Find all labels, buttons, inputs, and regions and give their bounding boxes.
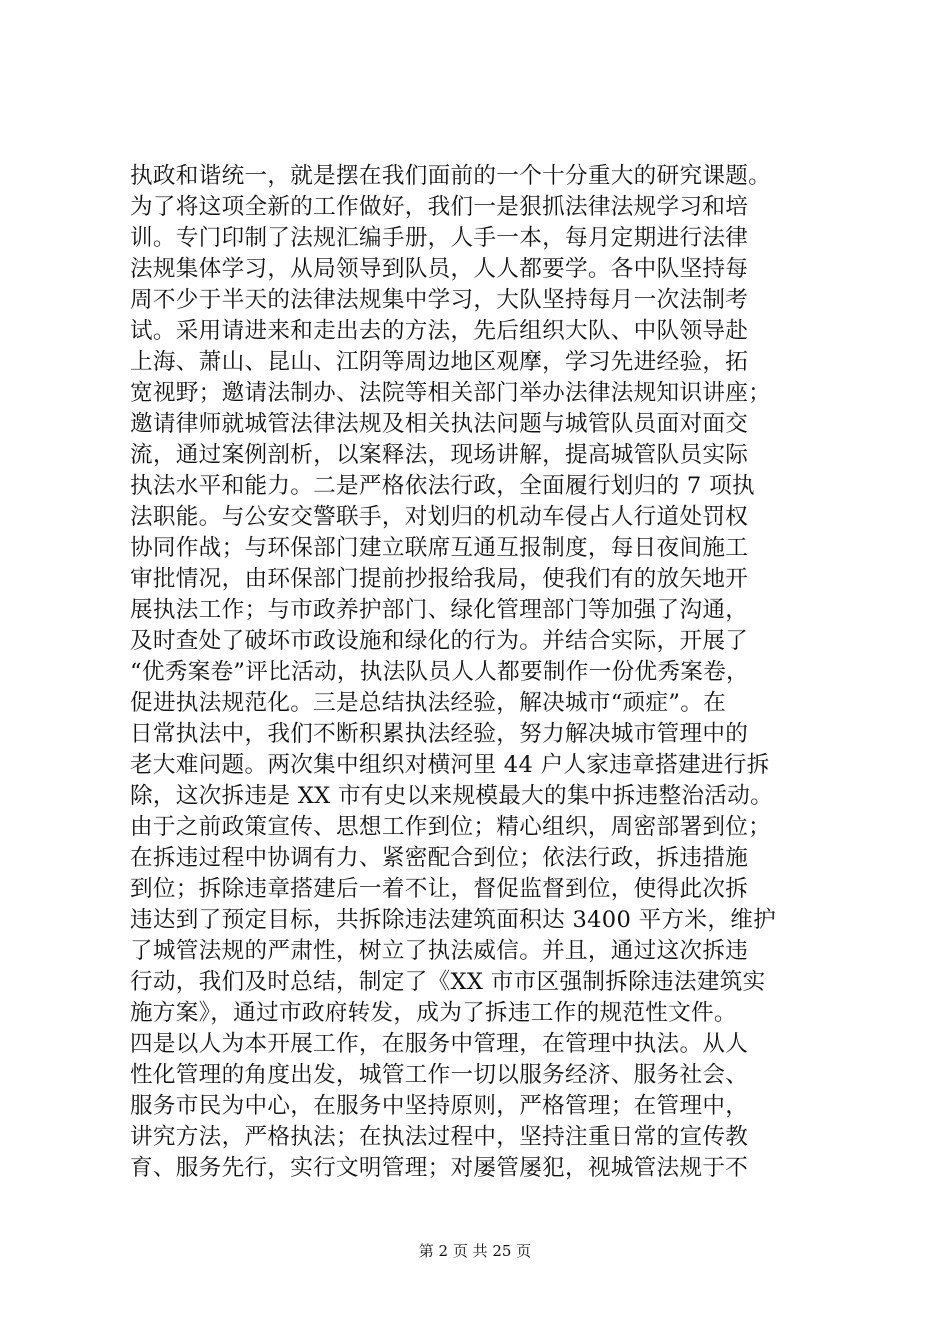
text-line: 协同作战；与环保部门建立联席互通互报制度，每日夜间施工: [130, 535, 749, 561]
text-line: 审批情况，由环保部门提前抄报给我局，使我们有的放矢地开: [130, 566, 749, 592]
text-line: 了城管法规的严肃性，树立了执法威信。并且，通过这次拆违: [130, 938, 749, 964]
text-line: 宽视野；邀请法制办、法院等相关部门举办法律法规知识讲座；: [130, 380, 772, 406]
text-line: 违达到了预定目标，共拆除违法建筑面积达 3400 平方米，维护: [130, 907, 777, 933]
text-line: 日常执法中，我们不断积累执法经验，努力解决城市管理中的: [130, 721, 749, 747]
page-number-footer: 第 2 页 共 25 页: [418, 1242, 532, 1260]
text-line: 流，通过案例剖析，以案释法，现场讲解，提高城管队员实际: [130, 442, 749, 468]
text-line: 上海、萧山、昆山、江阴等周边地区观摩，学习先进经验，拓: [130, 349, 749, 375]
text-line: 执政和谐统一，就是摆在我们面前的一个十分重大的研究课题。: [130, 163, 772, 189]
text-line: 服务市民为中心，在服务中坚持原则，严格管理；在管理中，: [130, 1093, 749, 1119]
text-line: 到位；拆除违章搭建后一着不让，督促监督到位，使得此次拆: [130, 876, 749, 902]
text-line: 由于之前政策宣传、思想工作到位；精心组织，周密部署到位；: [130, 814, 772, 840]
text-line: 训。专门印制了法规汇编手册，人手一本，每月定期进行法律: [130, 225, 749, 251]
text-line: “优秀案卷”评比活动，执法队员人人都要制作一份优秀案卷，: [130, 659, 749, 685]
body-text: [130, 161, 830, 1184]
text-line: 除，这次拆违是 XX 市有史以来规模最大的集中拆违整治活动。: [130, 783, 773, 809]
text-line: 性化管理的角度出发，城管工作一切以服务经济、服务社会、: [130, 1062, 749, 1088]
text-line: 促进执法规范化。三是总结执法经验，解决城市“顽症”。在: [130, 690, 727, 716]
text-line: 及时查处了破坏市政设施和绿化的行为。并结合实际，开展了: [130, 628, 749, 654]
text-line: 在拆违过程中协调有力、紧密配合到位；依法行政，拆违措施: [130, 845, 749, 871]
text-line: 为了将这项全新的工作做好，我们一是狠抓法律法规学习和培: [130, 194, 749, 220]
text-line: 周不少于半天的法律法规集中学习，大队坚持每月一次法制考: [130, 287, 749, 313]
text-line: 法职能。与公安交警联手，对划归的机动车侵占人行道处罚权: [130, 504, 749, 530]
text-line: 育、服务先行，实行文明管理；对屡管屡犯，视城管法规于不: [130, 1155, 749, 1181]
text-line: 行动，我们及时总结，制定了《XX 市市区强制拆除违法建筑实: [130, 969, 766, 995]
text-line: 施方案》，通过市政府转发，成为了拆违工作的规范性文件。: [130, 1000, 737, 1026]
text-line: 讲究方法，严格执法；在执法过程中，坚持注重日常的宣传教: [130, 1124, 749, 1150]
text-line: 四是以人为本开展工作，在服务中管理，在管理中执法。从人: [130, 1031, 749, 1057]
text-line: 执法水平和能力。二是严格依法行政，全面履行划归的 7 项执: [130, 473, 755, 499]
text-line: 老大难问题。两次集中组织对横河里 44 户人家违章搭建进行拆: [130, 752, 770, 778]
text-line: 法规集体学习，从局领导到队员，人人都要学。各中队坚持每: [130, 256, 749, 282]
text-line: 试。采用请进来和走出去的方法，先后组织大队、中队领导赴: [130, 318, 749, 344]
text-line: 展执法工作；与市政养护部门、绿化管理部门等加强了沟通，: [130, 597, 749, 623]
text-line: 邀请律师就城管法律法规及相关执法问题与城管队员面对面交: [130, 411, 749, 437]
